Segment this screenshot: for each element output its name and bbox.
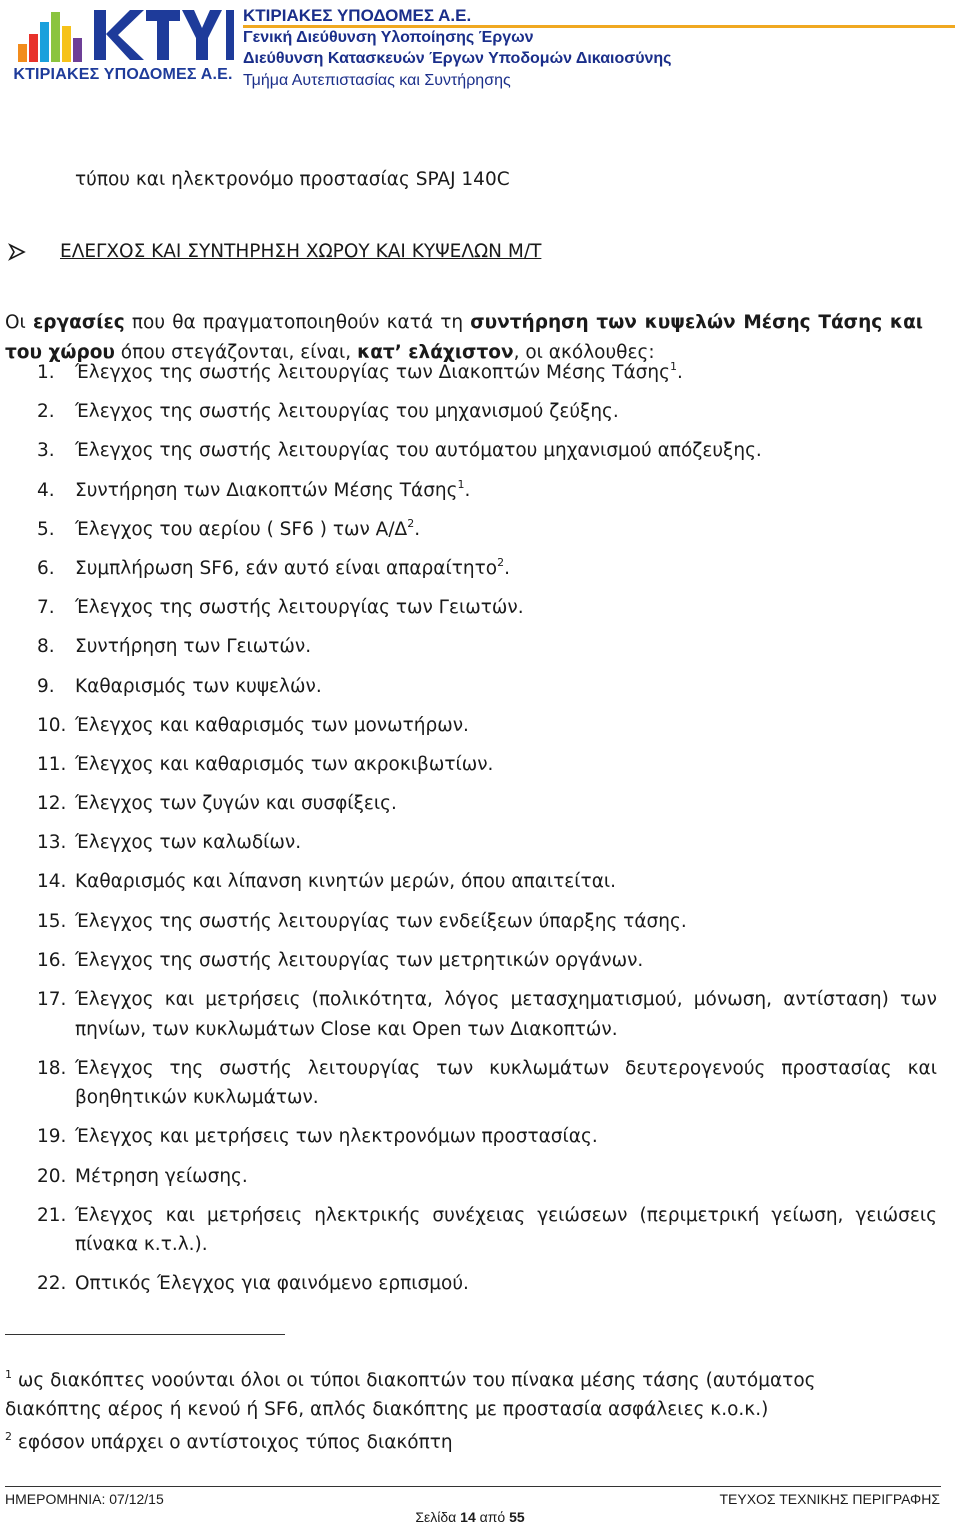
list-item	[0, 593, 960, 623]
list-item	[0, 358, 960, 388]
list-item	[0, 907, 960, 937]
header-text-block	[243, 5, 672, 91]
item-number: 3.	[37, 440, 55, 462]
item-end: .	[464, 479, 471, 501]
item-end: .	[504, 557, 510, 579]
item-text: Έλεγχος και μετρήσεις των ηλεκτρονόμων προστασίας.	[75, 1126, 598, 1148]
item-text: Οπτικός Έλεγχος για φαινόμενο ερπισμού.	[75, 1273, 469, 1295]
list-item	[0, 515, 960, 545]
intro-bold: συντήρηση των κυψελών Μέσης Τάσης και του χώρου	[5, 311, 923, 363]
list-item	[0, 789, 960, 819]
page-prefix: Σελίδα	[415, 1509, 461, 1525]
item-number: 22.	[37, 1273, 67, 1295]
item-text	[75, 554, 937, 584]
item-body: Συμπλήρωση SF6, εάν αυτό είναι απαραίτητο	[75, 557, 498, 579]
list-item	[0, 632, 960, 662]
intro-text: όπου στεγάζονται, είναι,	[114, 341, 358, 363]
footnote-mark: 2	[5, 1430, 12, 1443]
list-item	[0, 436, 960, 466]
list-item	[0, 985, 960, 1044]
list-item	[0, 476, 960, 506]
intro-text: Οι	[5, 311, 33, 333]
item-text: Καθαρισμός των κυψελών.	[75, 675, 322, 697]
item-text: Έλεγχος των καλωδίων.	[75, 832, 302, 854]
list-item	[0, 828, 960, 858]
department: Τμήμα Αυτεπιστασίας και Συντήρησης	[243, 71, 511, 89]
item-number: 16.	[37, 949, 67, 971]
item-number: 18.	[37, 1057, 67, 1079]
list-item	[0, 1162, 960, 1192]
footnote-separator	[5, 1334, 285, 1335]
item-number: 2.	[37, 401, 55, 423]
item-text	[75, 515, 937, 545]
arrowhead-bullet-icon	[8, 243, 26, 266]
item-number: 10.	[37, 714, 67, 736]
item-body: Έλεγχος της σωστής λειτουργίας των Διακοπτών Μέσης Τάσης	[75, 362, 670, 383]
directorate: Διεύθυνση Κατασκευών Έργων Υποδομών Δικαιοσύνης	[243, 50, 672, 67]
item-text: Μέτρηση γείωσης.	[75, 1165, 248, 1187]
footnote-ref: 2	[497, 555, 505, 569]
item-number: 4.	[37, 479, 55, 501]
list-item	[0, 1269, 960, 1299]
footnote-ref: 1	[669, 360, 677, 373]
item-text: Έλεγχος και καθαρισμός των μονωτήρων.	[75, 714, 469, 736]
logo-caption: ΚΤΙΡΙΑΚΕΣ ΥΠΟΔΟΜΕΣ Α.Ε.	[13, 66, 233, 83]
logo-graphic	[12, 4, 234, 66]
footnote-text: εφόσον υπάρχει ο αντίστοιχος τύπος διακόπτη	[17, 1432, 453, 1453]
list-item	[0, 1122, 960, 1152]
item-text: Έλεγχος της σωστής λειτουργίας των Γειωτών.	[75, 597, 524, 619]
item-number: 11.	[37, 753, 67, 775]
item-number: 17.	[37, 989, 67, 1010]
item-number: 9.	[37, 675, 55, 697]
item-text: Συντήρηση των Γειωτών.	[75, 636, 312, 658]
list-item	[0, 750, 960, 780]
item-number: 14.	[37, 871, 67, 893]
item-end: .	[676, 362, 683, 383]
item-text: Έλεγχος της σωστής λειτουργίας των ενδείξεων ύπαρξης τάσης.	[75, 910, 687, 932]
item-number: 6.	[37, 557, 55, 579]
item-text: Έλεγχος της σωστής λειτουργίας του αυτόματου μηχανισμού απόζευξης.	[75, 440, 762, 462]
item-number: 1.	[37, 362, 55, 383]
footnote-2	[5, 1428, 915, 1457]
footer-date: ΗΜΕΡΟΜΗΝΙΑ: 07/12/15	[5, 1491, 164, 1507]
list-item	[0, 867, 960, 897]
intro-text: , οι ακόλουθες:	[513, 341, 655, 363]
page-header	[0, 0, 960, 100]
item-body: Έλεγχος του αερίου ( SF6 ) των Α/Δ	[75, 518, 408, 540]
list-item	[0, 397, 960, 427]
continued-line: τύπου και ηλεκτρονόμο προστασίας SPAJ 140C	[75, 169, 510, 190]
footer-rule	[5, 1486, 941, 1487]
item-text: Έλεγχος της σωστής λειτουργίας των μετρητικών οργάνων.	[75, 949, 644, 971]
item-number: 15.	[37, 910, 67, 932]
item-text: Καθαρισμός και λίπανση κινητών μερών, όπου απαιτείται.	[75, 871, 617, 893]
list-item	[0, 554, 960, 584]
intro-bold: κατ’ ελάχιστον	[357, 341, 514, 363]
footnote-ref: 2	[407, 516, 415, 530]
maintenance-task-list	[0, 358, 960, 1309]
general-directorate: Γενική Διεύθυνση Υλοποίησης Έργων	[243, 28, 534, 46]
item-text: Έλεγχος της σωστής λειτουργίας του μηχανισμού ζεύξης.	[75, 401, 619, 423]
intro-bold: εργασίες	[32, 311, 125, 333]
list-item	[0, 1054, 960, 1113]
company-name: ΚΤΙΡΙΑΚΕΣ ΥΠΟΔΟΜΕΣ Α.Ε.	[243, 6, 472, 25]
header-orange-rule	[243, 25, 955, 28]
item-number: 21.	[37, 1204, 67, 1226]
intro-text: που θα πραγματοποιηθούν κατά τη	[124, 311, 471, 333]
item-number: 20.	[37, 1165, 67, 1187]
item-text: Έλεγχος της σωστής λειτουργίας των κυκλωμάτων δευτερογενούς προστασίας και βοηθητικών κυκλωμάτων.	[75, 1057, 937, 1109]
page-number	[0, 1509, 940, 1525]
item-number: 8.	[37, 636, 55, 658]
item-number: 13.	[37, 832, 67, 854]
footer-doc-title: ΤΕΥΧΟΣ ΤΕΧΝΙΚΗΣ ΠΕΡΙΓΡΑΦΗΣ	[719, 1491, 940, 1507]
company-logo	[12, 4, 234, 92]
item-end: .	[414, 518, 421, 540]
page-current: 14	[460, 1509, 476, 1525]
page-total: 55	[509, 1509, 525, 1525]
page-mid: από	[475, 1509, 510, 1525]
footnote-text: ως διακόπτες νοούνται όλοι οι τύποι διακοπτών του πίνακα μέσης τάσης (αυτόματος διακόπτης αέρος ή κενού ή SF6, απλός διακόπτης με προστασία ασφάλειες κ.ο.κ.)	[5, 1370, 816, 1420]
item-number: 5.	[37, 518, 55, 540]
list-item	[0, 946, 960, 976]
list-item	[0, 1201, 960, 1260]
section-title: ΕΛΕΓΧΟΣ ΚΑΙ ΣΥΝΤΗΡΗΣΗ ΧΩΡΟΥ ΚΑΙ ΚΥΨΕΛΩΝ Μ/Τ	[60, 241, 542, 262]
item-text: Έλεγχος και μετρήσεις ηλεκτρικής συνέχειας γειώσεων (περιμετρική γείωση, γειώσεις πίνακα κ.τ.λ.).	[75, 1204, 937, 1256]
footnote-1	[5, 1366, 915, 1424]
item-text	[75, 476, 937, 506]
item-text: Έλεγχος των ζυγών και συσφίξεις.	[75, 793, 397, 815]
item-text: Έλεγχος και μετρήσεις (πολικότητα, λόγος μετασχηματισμού, μόνωση, αντίσταση) των πηνίων, των κυκλωμάτων Close και Open των Διακοπτών.	[75, 989, 937, 1040]
footnote-ref: 1	[457, 477, 465, 491]
item-text	[75, 358, 937, 388]
item-body: Συντήρηση των Διακοπτών Μέσης Τάσης	[75, 479, 458, 501]
item-number: 12.	[37, 793, 67, 815]
list-item	[0, 711, 960, 741]
footnote-mark: 1	[5, 1368, 12, 1381]
item-number: 19.	[37, 1126, 67, 1148]
item-number: 7.	[37, 597, 55, 619]
item-text: Έλεγχος και καθαρισμός των ακροκιβωτίων.	[75, 753, 494, 775]
list-item	[0, 672, 960, 702]
